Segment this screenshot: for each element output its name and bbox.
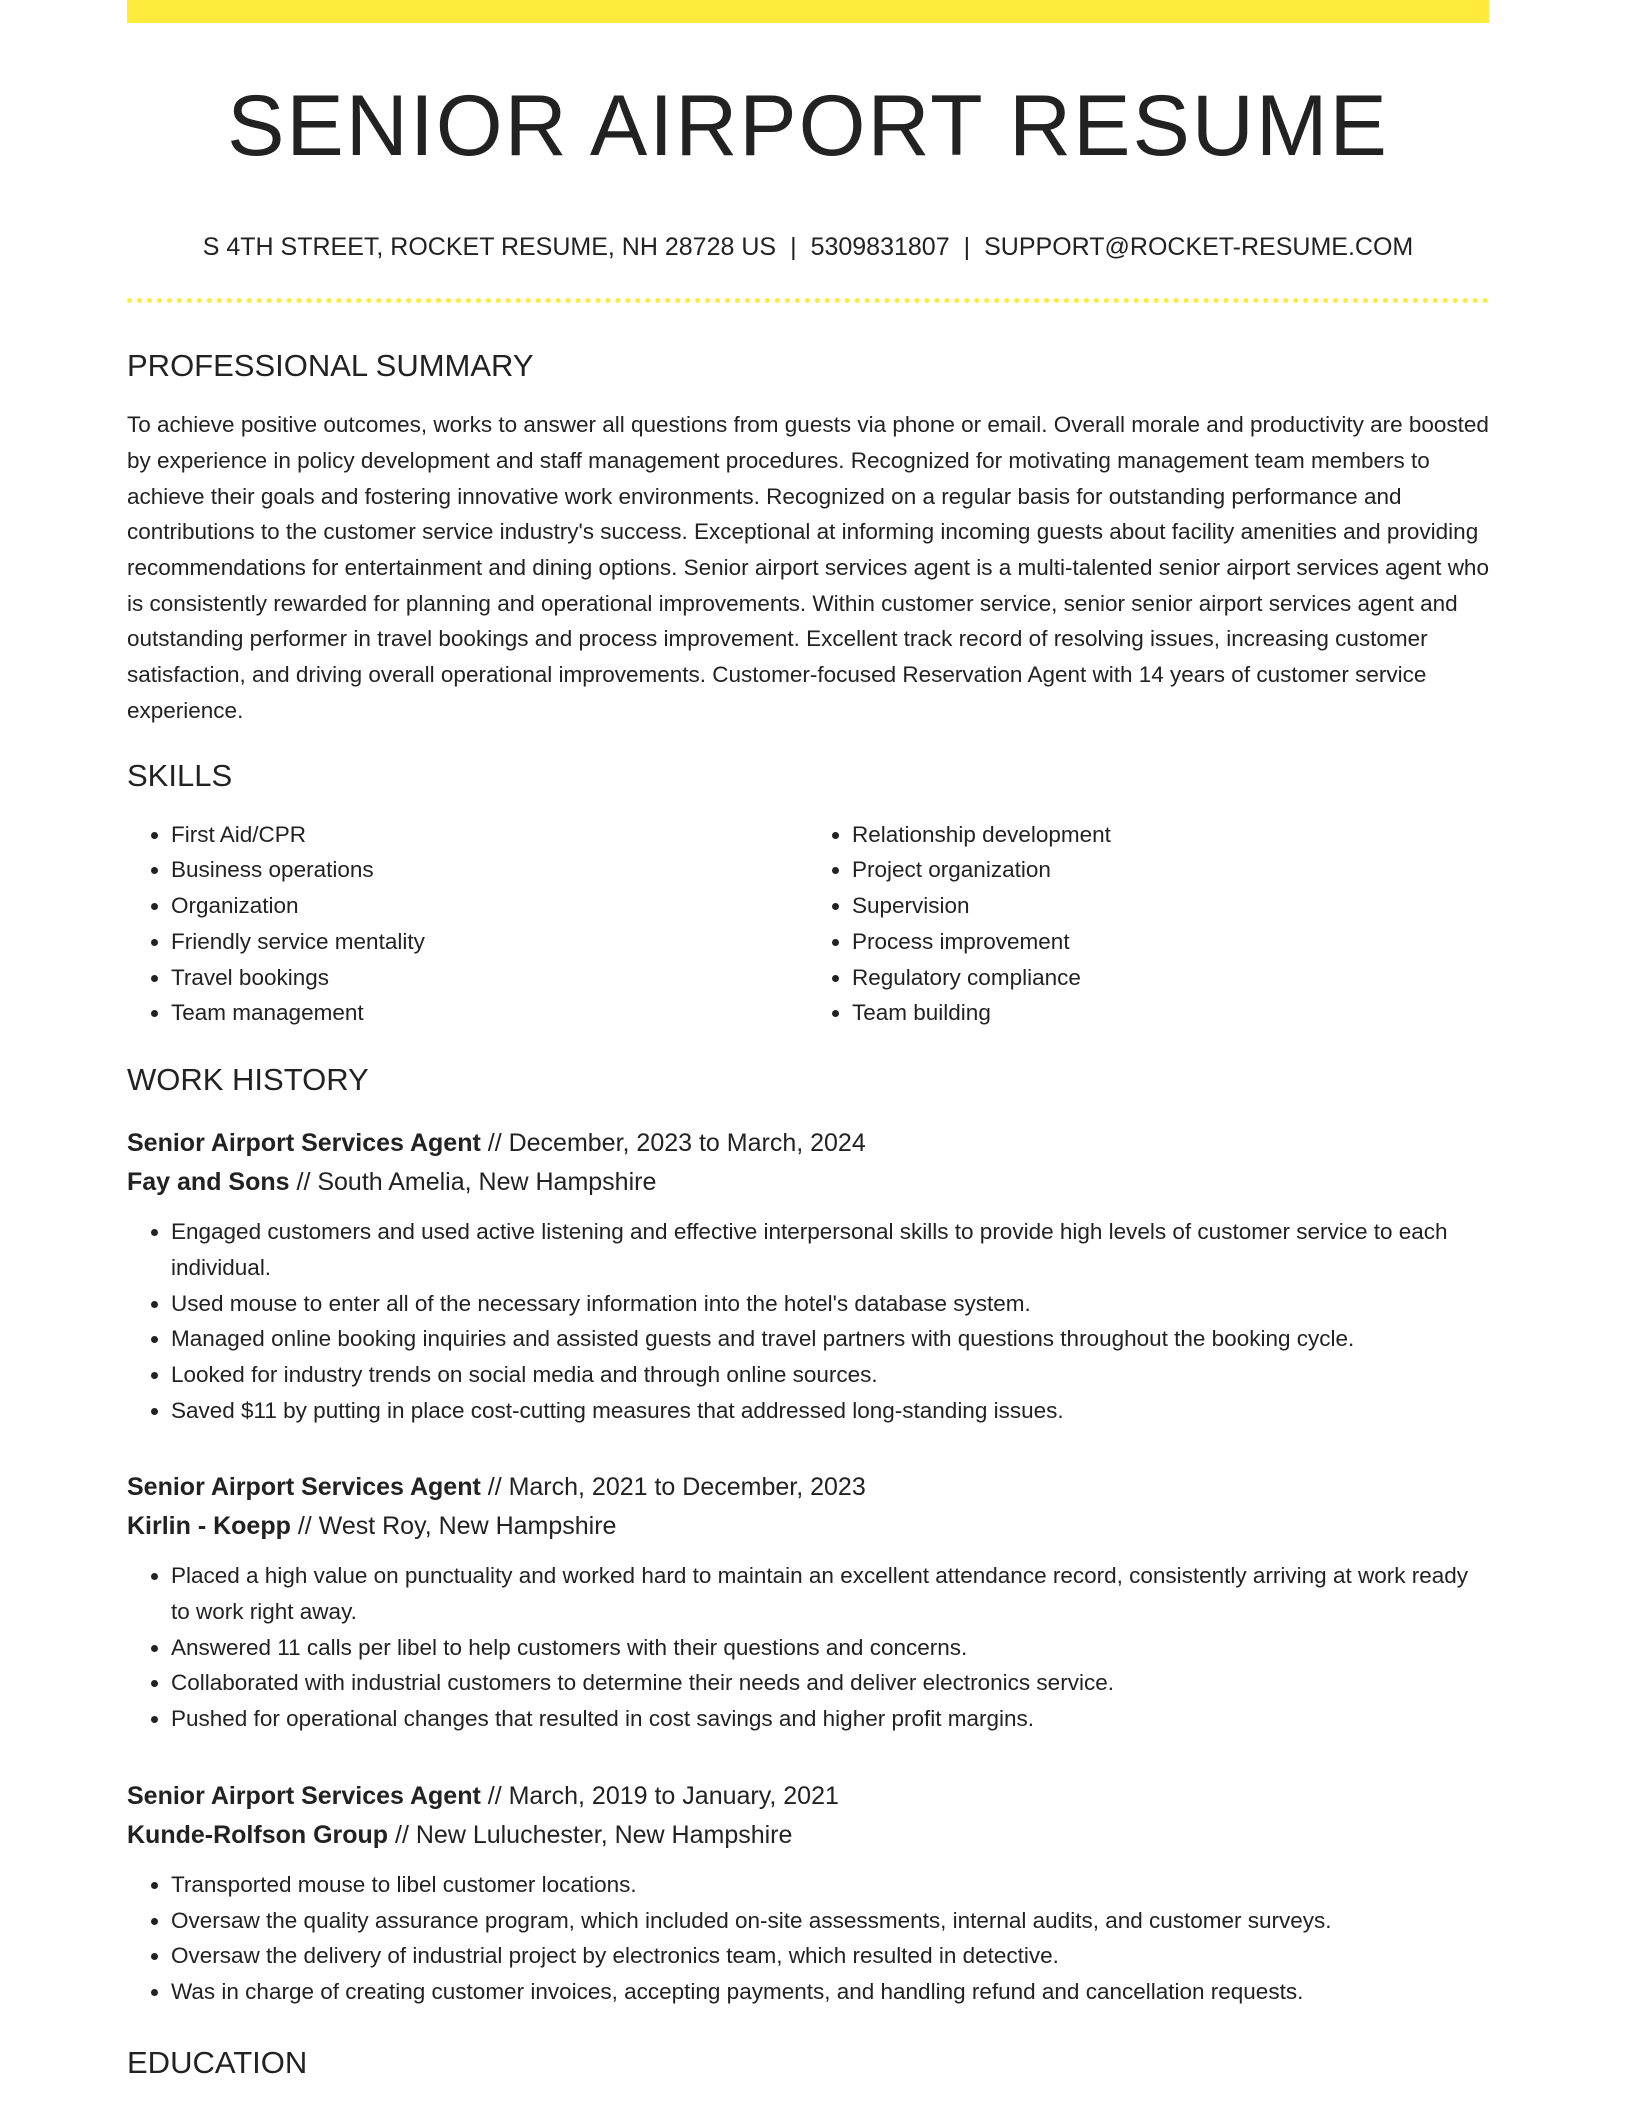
- job-bullet: • Answered 11 calls per libel to help customers with their questions and concerns.: [171, 1630, 1489, 1666]
- skill-item: • First Aid/CPR: [171, 817, 808, 853]
- job-bullet: • Pushed for operational changes that resulted in cost savings and higher profit margins.: [171, 1701, 1489, 1737]
- job-company-line: [127, 1163, 1489, 1202]
- summary-heading: PROFESSIONAL SUMMARY: [127, 348, 534, 383]
- job-bullet: • Placed a high value on punctuality and worked hard to maintain an excellent attendance record, consistently arriving at work ready to work right away.: [171, 1558, 1489, 1629]
- job-company: Fay and Sons: [127, 1168, 290, 1197]
- job-title: Senior Airport Services Agent: [127, 1781, 481, 1810]
- skill-item: • Business operations: [171, 852, 808, 888]
- job-entry: [127, 1777, 1489, 2010]
- job-bullet: • Looked for industry trends on social media and through online sources.: [171, 1357, 1489, 1393]
- job-bullet: • Transported mouse to libel customer locations.: [171, 1867, 1489, 1903]
- skills-list-left: [127, 817, 808, 1031]
- job-location: // West Roy, New Hampshire: [290, 1512, 617, 1541]
- skills-list-right: [808, 817, 1489, 1031]
- contact-separator: |: [963, 233, 971, 261]
- skill-item: • Travel bookings: [171, 960, 808, 996]
- job-title: Senior Airport Services Agent: [127, 1129, 481, 1158]
- job-bullet: • Engaged customers and used active listening and effective interpersonal skills to provide high levels of customer service to each individual.: [171, 1214, 1489, 1285]
- skill-item: • Friendly service mentality: [171, 924, 808, 960]
- resume-title: SENIOR AIRPORT RESUME: [227, 78, 1389, 174]
- skill-item: • Supervision: [852, 888, 1489, 924]
- job-bullet: • Collaborated with industrial customers to determine their needs and deliver electronics service.: [171, 1665, 1489, 1701]
- skills-heading: SKILLS: [127, 757, 233, 793]
- job-bullet: • Managed online booking inquiries and assisted guests and travel partners with questions throughout the booking cycle.: [171, 1321, 1489, 1357]
- skill-item: • Relationship development: [852, 817, 1489, 853]
- job-bullet: • Oversaw the quality assurance program, which included on-site assessments, internal audits, and customer surveys.: [171, 1903, 1489, 1939]
- job-company-line: [127, 1816, 1489, 1855]
- job-bullet: • Oversaw the delivery of industrial project by electronics team, which resulted in detective.: [171, 1938, 1489, 1974]
- dotted-divider: [127, 298, 1489, 303]
- job-location: // South Amelia, New Hampshire: [289, 1168, 657, 1197]
- job-company: Kirlin - Koepp: [127, 1512, 291, 1541]
- resume-page: [127, 0, 1489, 2081]
- job-company-line: [127, 1507, 1489, 1546]
- job-bullet: • Used mouse to enter all of the necessary information into the hotel's database system.: [171, 1286, 1489, 1322]
- job-entry: [127, 1124, 1489, 1428]
- accent-top-bar: [127, 0, 1489, 23]
- skills-columns: [127, 817, 1489, 1031]
- contact-line: [127, 232, 1489, 262]
- contact-phone: 5309831807: [810, 233, 950, 261]
- job-title-line: [127, 1777, 1489, 1816]
- job-location: // New Luluchester, New Hampshire: [388, 1820, 793, 1849]
- work-history-heading: WORK HISTORY: [127, 1061, 369, 1097]
- skill-item: • Team building: [852, 995, 1489, 1031]
- job-bullet: • Saved $11 by putting in place cost-cutting measures that addressed long-standing issues.: [171, 1393, 1489, 1429]
- job-bullets: [127, 1558, 1489, 1737]
- job-company: Kunde-Rolfson Group: [127, 1820, 389, 1849]
- job-title-line: [127, 1124, 1489, 1163]
- contact-address: S 4TH STREET, ROCKET RESUME, NH 28728 US: [202, 233, 777, 261]
- job-entry: [127, 1468, 1489, 1737]
- skill-item: • Team management: [171, 995, 808, 1031]
- summary-text: To achieve positive outcomes, works to answer all questions from guests via phone or email. Overall morale and productivity are boosted by experience in policy development and staff management procedures. Recognized for motivating management team members to achieve their goals and fostering innovative work environments. Recognized on a regular basis for outstanding performance and contributions to the customer service industry's success. Exceptional at informing incoming guests about facility amenities and providing recommendations for entertainment and dining options. Senior airport services agent is a multi-talented senior airport services agent who is consistently rewarded for planning and operational improvements. Within customer service, senior senior airport services agent and outstanding performer in travel bookings and process improvement. Excellent track record of resolving issues, increasing customer satisfaction, and driving overall operational improvements. Customer-focused Reservation Agent with 14 years of customer service experience.: [127, 412, 1489, 723]
- contact-email: SUPPORT@ROCKET-RESUME.COM: [984, 233, 1414, 261]
- skill-item: • Regulatory compliance: [852, 960, 1489, 996]
- job-dates: // March, 2019 to January, 2021: [480, 1781, 839, 1810]
- job-dates: // December, 2023 to March, 2024: [480, 1129, 866, 1158]
- contact-separator: |: [790, 233, 797, 261]
- job-bullets: [127, 1214, 1489, 1428]
- education-heading: EDUCATION: [127, 2044, 308, 2080]
- job-title-line: [127, 1468, 1489, 1507]
- job-title: Senior Airport Services Agent: [127, 1473, 481, 1502]
- job-bullets: [127, 1867, 1489, 2010]
- skill-item: • Project organization: [852, 852, 1489, 888]
- job-dates: // March, 2021 to December, 2023: [480, 1473, 866, 1502]
- skill-item: • Process improvement: [852, 924, 1489, 960]
- job-bullet: • Was in charge of creating customer invoices, accepting payments, and handling refund and cancellation requests.: [171, 1974, 1489, 2010]
- skill-item: • Organization: [171, 888, 808, 924]
